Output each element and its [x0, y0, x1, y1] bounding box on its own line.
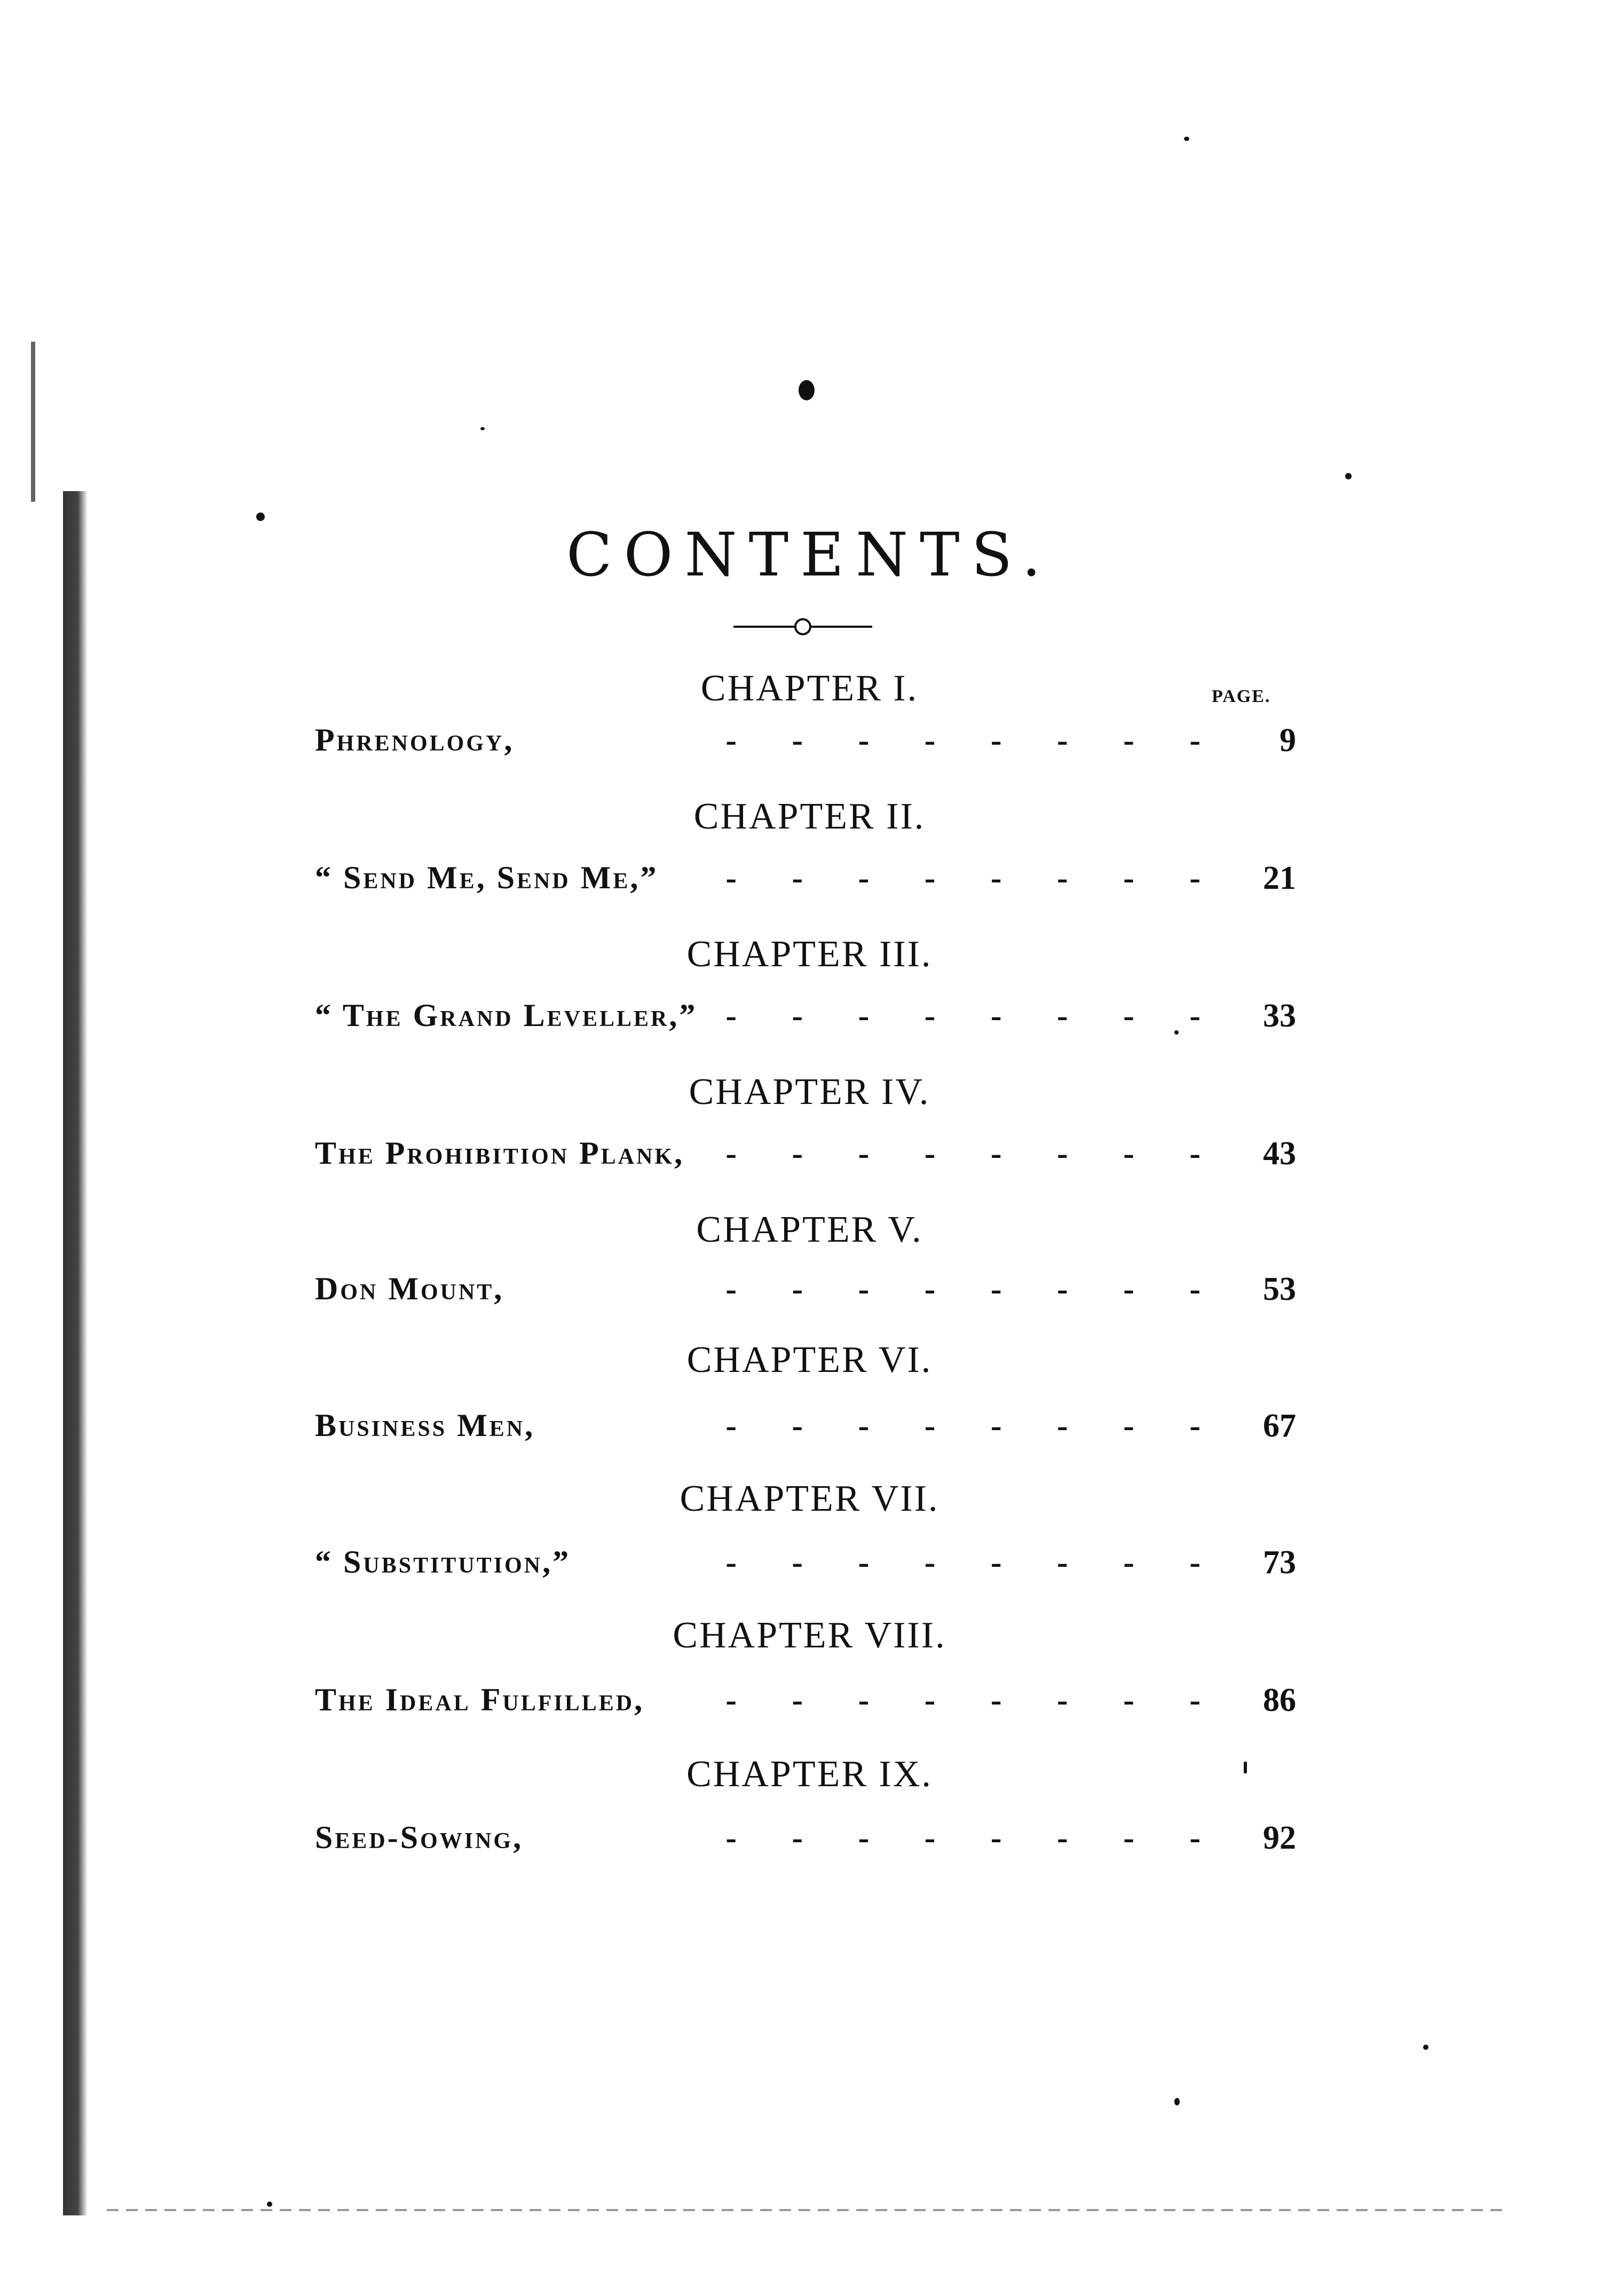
ink-speck — [799, 380, 815, 400]
chapter-heading: CHAPTER VI. — [686, 1339, 933, 1380]
chapter-page-number: 43 — [1263, 1135, 1296, 1172]
chapter-title: “ The Grand Leveller,” — [315, 998, 698, 1033]
dot-leader: - - - - - - - - — [725, 998, 1224, 1034]
chapter-title: Phrenology, — [315, 722, 515, 758]
dot-leader: - - - - - - - - — [725, 1408, 1224, 1444]
chapter-heading: CHAPTER I. — [700, 668, 919, 709]
dot-leader: - - - - - - - - — [725, 722, 1224, 759]
page-column-label: PAGE. — [1212, 687, 1271, 706]
ink-speck — [1423, 2045, 1428, 2050]
chapter-title: Seed-Sowing, — [315, 1820, 524, 1855]
chapter-title: The Ideal Fulfilled, — [315, 1682, 645, 1717]
chapter-page-number: 33 — [1263, 998, 1296, 1034]
chapter-heading: CHAPTER II. — [693, 796, 926, 837]
dot-leader: - - - - - - - - — [725, 1271, 1224, 1307]
chapter-page-number: 73 — [1263, 1544, 1296, 1581]
chapter-heading: CHAPTER V. — [696, 1209, 923, 1250]
chapter-heading: CHAPTER IV. — [689, 1071, 930, 1113]
ink-speck — [267, 2202, 272, 2207]
dot-leader: - - - - - - - - — [725, 1135, 1224, 1172]
chapter-title: Don Mount, — [315, 1271, 504, 1306]
chapter-title: The Prohibition Plank, — [315, 1135, 685, 1171]
chapter-page-number: 9 — [1280, 722, 1296, 759]
chapter-page-number: 53 — [1263, 1271, 1296, 1307]
dot-leader: - - - - - - - - — [725, 1544, 1224, 1581]
chapter-heading: CHAPTER IX. — [686, 1754, 933, 1795]
ink-speck — [256, 512, 265, 521]
chapter-heading: CHAPTER III. — [686, 934, 933, 975]
dot-leader: - - - - - - - - — [725, 1820, 1224, 1856]
chapter-page-number: 21 — [1263, 860, 1296, 896]
ink-speck — [480, 427, 485, 430]
ink-speck — [1345, 473, 1352, 479]
contents-title: CONTENTS. — [566, 520, 1053, 590]
ink-speck — [1184, 137, 1189, 141]
page-bottom-edge — [107, 2209, 1505, 2211]
chapter-page-number: 92 — [1263, 1820, 1296, 1856]
chapter-title: “ Substitution,” — [315, 1544, 571, 1580]
binding-edge-shadow-top — [31, 342, 35, 502]
dot-leader: - - - - - - - - — [725, 1682, 1224, 1718]
chapter-heading: CHAPTER VII. — [680, 1478, 939, 1519]
chapter-page-number: 67 — [1263, 1408, 1296, 1444]
chapter-title: Business Men, — [315, 1408, 535, 1443]
chapter-heading: CHAPTER VIII. — [673, 1615, 946, 1656]
chapter-page-number: 86 — [1263, 1682, 1296, 1718]
chapter-title: “ Send Me, Send Me,” — [315, 860, 659, 895]
dot-leader: - - - - - - - - — [725, 860, 1224, 896]
title-divider-ornament — [794, 618, 811, 635]
ink-speck — [1174, 2098, 1180, 2105]
